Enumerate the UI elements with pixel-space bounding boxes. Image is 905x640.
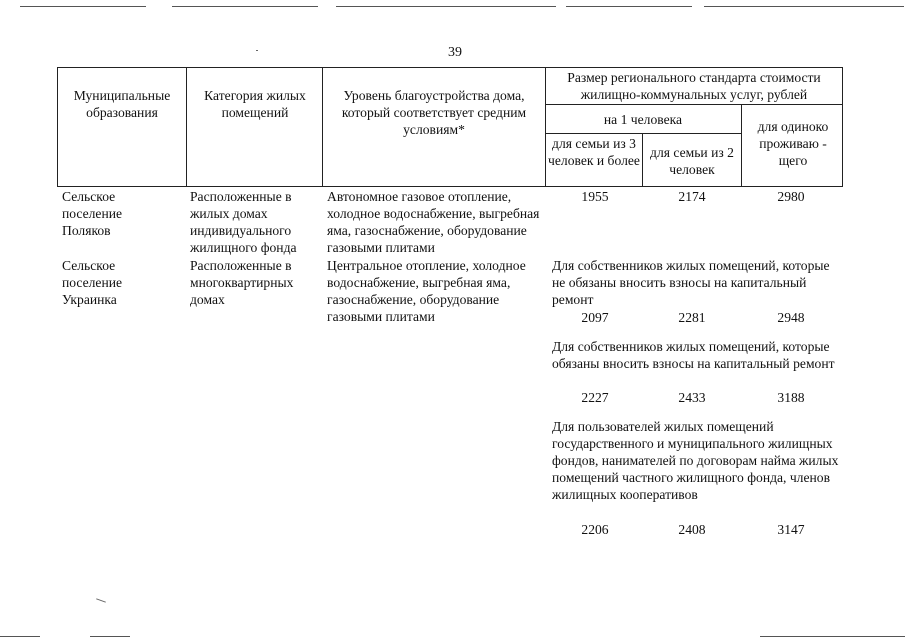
value-family-3: 2206	[581, 522, 609, 537]
group-note: Для собственников жилых помещений, которые не обязаны вносить взносы на капитальный ремонт	[552, 258, 830, 307]
scan-edge-line	[760, 636, 905, 637]
row-category: Расположенные в жилых домах индивидуального жилищного фонда	[190, 189, 297, 255]
table-line	[57, 67, 842, 68]
header-municipality: Муниципальные образования	[73, 88, 171, 120]
header-category: Категория жилых помещений	[204, 88, 306, 120]
value-family-3: 2227	[581, 390, 609, 405]
value-single: 3188	[777, 390, 805, 405]
value-single: 3147	[777, 522, 805, 537]
value-family-3: 1955	[581, 189, 609, 204]
row-category: Расположенные в многоквартирных домах	[190, 258, 294, 307]
table-line	[741, 104, 742, 187]
row-municipality: Сельское поселение Поляков	[62, 189, 123, 238]
scan-edge-line	[704, 6, 904, 7]
page-number: 39	[448, 45, 462, 60]
scan-speck	[256, 50, 258, 51]
table-line	[322, 67, 323, 187]
scan-edge-line	[172, 6, 318, 7]
value-family-2: 2433	[678, 390, 706, 405]
value-family-2: 2408	[678, 522, 706, 537]
table-line	[545, 133, 741, 134]
value-single: 2948	[777, 310, 805, 325]
scan-edge-line	[566, 6, 692, 7]
table-line	[545, 104, 842, 105]
scan-speck	[96, 598, 106, 602]
table-line	[545, 67, 546, 187]
table-line	[57, 67, 58, 187]
header-per-person: на 1 человека	[603, 112, 683, 127]
scan-edge-line	[20, 6, 146, 7]
table-line	[842, 67, 843, 187]
table-line	[57, 186, 842, 187]
row-municipality: Сельское поселение Украинка	[62, 258, 123, 307]
value-family-3: 2097	[581, 310, 609, 325]
row-level: Автономное газовое отопление, холодное водоснабжение, выгребная яма, газоснабжение, оборудование газовыми плитами	[327, 189, 540, 255]
group-note: Для собственников жилых помещений, которые обязаны вносить взносы на капитальный ремонт	[552, 339, 835, 371]
header-standard: Размер регионального стандарта стоимости жилищно-коммунальных услуг, рублей	[567, 70, 821, 102]
scan-edge-line	[90, 636, 130, 637]
group-note: Для пользователей жилых помещений государственного и муниципального жилищных фондов, нанимателей по договорам найма жилых помещений частного жилищного фонда, членов жилищных кооперативов	[552, 419, 839, 502]
scan-edge-line	[0, 636, 40, 637]
value-single: 2980	[777, 189, 805, 204]
value-family-2: 2281	[678, 310, 706, 325]
table-line	[186, 67, 187, 187]
value-family-2: 2174	[678, 189, 706, 204]
header-level: Уровень благоустройства дома, который соответствует средним условиям*	[341, 88, 527, 137]
header-family-2: для семьи из 2 человек	[650, 145, 734, 177]
header-family-3: для семьи из 3 человек и более	[548, 136, 640, 168]
row-level: Центральное отопление, холодное водоснабжение, выгребная яма, газоснабжение, оборудование газовыми плитами	[327, 258, 526, 324]
scan-edge-line	[336, 6, 556, 7]
header-single: для одиноко проживаю - щего	[757, 119, 829, 168]
